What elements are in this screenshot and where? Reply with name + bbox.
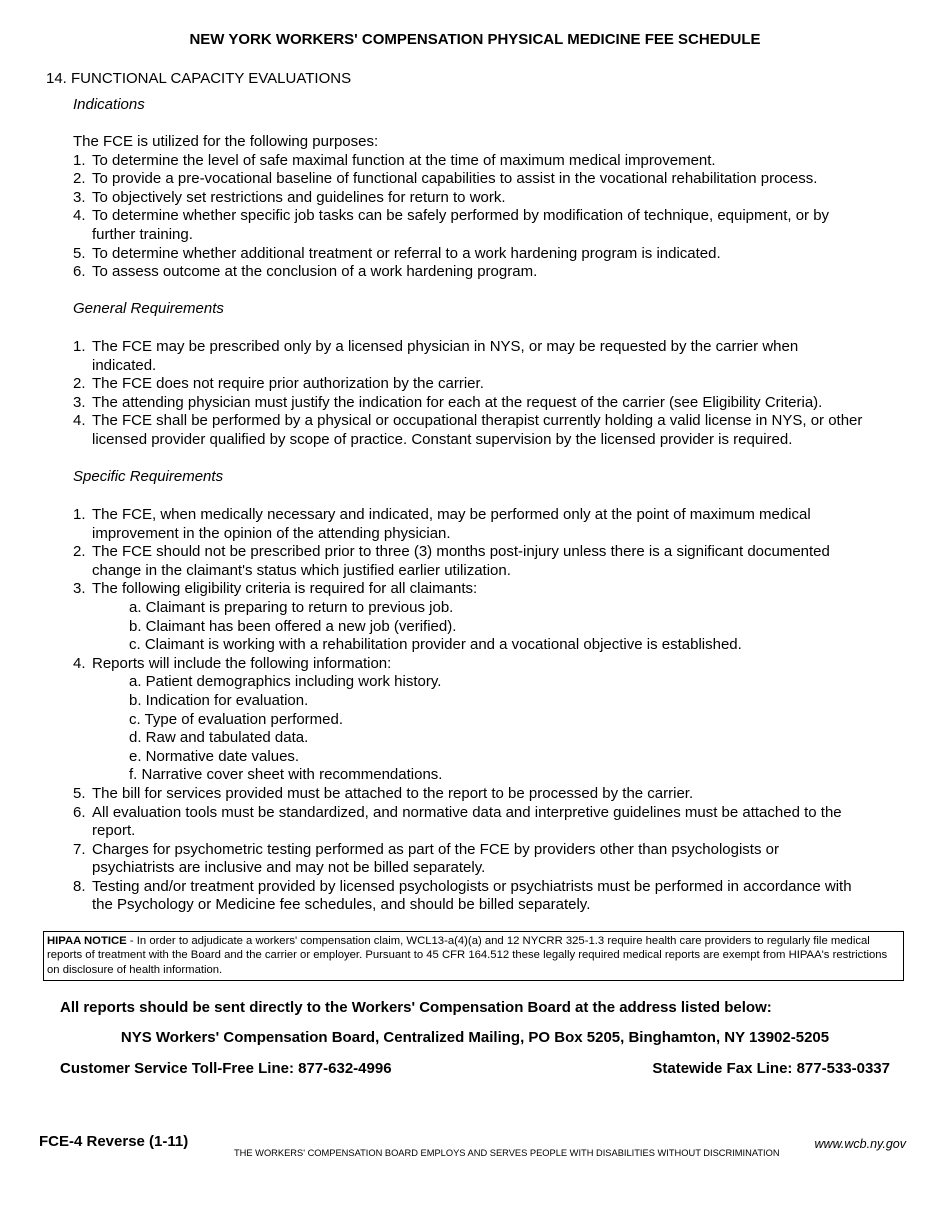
board-address: NYS Workers' Compensation Board, Centralized Mailing, PO Box 5205, Binghamton, NY 13902-5205 [120,1029,830,1046]
specific-requirement-sub-item: e. Normative date values. [129,747,300,765]
nondiscrimination-statement: THE WORKERS' COMPENSATION BOARD EMPLOYS AND SERVES PEOPLE WITH DISABILITIES WITHOUT DISCRIMINATION [234,1148,780,1158]
specific-requirement-item-text: The FCE, when medically necessary and indicated, may be performed only at the point of maximum medical [92,506,811,523]
specific-requirement-item [73,655,923,674]
page-title: NEW YORK WORKERS' COMPENSATION PHYSICAL MEDICINE FEE SCHEDULE [189,31,761,48]
indication-item [73,152,923,171]
section-title: 14. FUNCTIONAL CAPACITY EVALUATIONS [46,70,352,87]
indication-item-text: further training. [92,225,193,243]
specific-requirement-item [73,580,923,599]
specific-requirement-item-number: 2. [73,543,86,561]
specific-requirement-item-number: 3. [73,580,86,598]
specific-requirement-item-text: psychiatrists are inclusive and may not be billed separately. [92,859,486,877]
indications-intro: The FCE is utilized for the following purposes: [73,133,379,150]
indication-item-text: To objectively set restrictions and guidelines for return to work. [92,188,506,206]
specific-requirement-item-text: improvement in the opinion of the attending physician. [92,524,451,542]
specific-requirement-sub-item: a. Patient demographics including work history. [129,673,442,691]
specific-requirement-item [73,543,923,580]
indication-item [73,207,923,244]
specific-requirement-item-number: 4. [73,654,86,672]
indication-item-number: 2. [73,170,86,188]
specific-requirement-item-text: The following eligibility criteria is required for all claimants: [92,580,478,598]
indications-list [73,152,923,282]
general-requirements-list [73,338,923,450]
general-requirement-item [73,412,923,449]
indications-block [73,133,923,282]
general-requirement-item [73,394,923,413]
general-requirement-item-number: 4. [73,412,86,430]
specific-requirements-list [73,506,923,913]
general-requirement-item-number: 1. [73,338,86,355]
hipaa-notice [43,931,904,981]
general-heading: General Requirements [73,300,224,317]
specific-requirement-item-number: 6. [73,803,86,821]
indication-item-text: To determine whether additional treatment or referral to a work hardening program is indicated. [92,244,721,262]
specific-requirement-item-text: All evaluation tools must be standardized, and normative data and interpretive guidelines must be attached to the [92,803,842,821]
specific-requirement-item-text: Charges for psychometric testing performed as part of the FCE by providers other than psychologists or [92,840,779,858]
general-requirement-item-text: The FCE does not require prior authorization by the carrier. [92,375,484,393]
indication-item [73,170,923,189]
indications-heading: Indications [73,96,145,113]
general-requirement-item-text: The FCE shall be performed by a physical or occupational therapist currently holding a valid license in NYS, or other [92,412,863,430]
indication-item-number: 3. [73,188,86,206]
specific-requirement-sub-item: b. Claimant has been offered a new job (verified). [129,617,457,635]
fax-line: Statewide Fax Line: 877-533-0337 [652,1060,890,1077]
indication-item-text: To provide a pre-vocational baseline of functional capabilities to assist in the vocational rehabilitation process. [92,170,818,188]
specific-requirement-sub-item: b. Indication for evaluation. [129,691,309,709]
specific-requirement-item-text: the Psychology or Medicine fee schedules, and should be billed separately. [92,896,591,913]
indication-item-number: 1. [73,151,86,169]
specific-requirement-item-text: report. [92,822,136,840]
general-requirement-item-text: indicated. [92,356,157,374]
general-requirement-item-text: The FCE may be prescribed only by a licensed physician in NYS, or may be requested by the carrier when [92,338,799,355]
hipaa-label: HIPAA NOTICE [47,935,127,947]
specific-requirement-item-number: 5. [73,784,86,802]
indication-item [73,263,923,282]
indication-item-number: 5. [73,244,86,262]
specific-requirement-item-text: Testing and/or treatment provided by licensed psychologists or psychiatrists must be performed in accordance with [92,877,852,895]
general-requirement-item [73,375,923,394]
specific-requirement-sub-item: a. Claimant is preparing to return to previous job. [129,598,454,616]
specific-requirement-item [73,841,923,878]
indication-item [73,245,923,264]
indication-item-text: To assess outcome at the conclusion of a work hardening program. [92,263,538,281]
specific-heading: Specific Requirements [73,468,224,485]
indication-item-number: 4. [73,207,86,225]
website-link[interactable]: www.wcb.ny.gov [814,1137,906,1151]
specific-requirement-item-text: The FCE should not be prescribed prior to three (3) months post-injury unless there is a significant documented [92,543,830,561]
hipaa-text: - In order to adjudicate a workers' compensation claim, WCL13-a(4)(a) and 12 NYCRR 325-1.3 require health care providers to regularly file medical reports of treatment with the Board and the carrier or employer. Pursuant to 45 CFR 164.512 these legally required medical reports are exempt from HIPAA's restrictions on disclosure of health information. [47,935,888,976]
indication-item-text: To determine whether specific job tasks can be safely performed by modification of technique, equipment, or by [92,207,830,225]
indication-item-number: 6. [73,263,86,281]
form-id: FCE-4 Reverse (1-11) [39,1133,189,1150]
general-requirement-item-number: 3. [73,393,86,411]
specific-requirement-item-text: Reports will include the following information: [92,654,392,672]
specific-requirement-item [73,785,923,804]
specific-requirement-item [73,804,923,841]
specific-requirement-item-number: 1. [73,506,86,523]
general-requirement-item-text: The attending physician must justify the indication for each at the request of the carrier (see Eligibility Criteria). [92,393,823,411]
specific-requirement-sub-item: c. Type of evaluation performed. [129,710,344,728]
indication-item [73,189,923,208]
general-requirement-item-text: licensed provider qualified by scope of practice. Constant supervision by the licensed provider is required. [92,430,793,448]
specific-requirement-item [73,878,923,913]
general-requirement-item-number: 2. [73,375,86,393]
specific-requirement-item-number: 7. [73,840,86,858]
specific-requirement-item-number: 8. [73,877,86,895]
specific-requirement-item-text: The bill for services provided must be attached to the report to be processed by the carrier. [92,784,694,802]
specific-requirement-item [73,506,923,543]
general-requirement-item [73,338,923,375]
specific-requirement-sub-item: c. Claimant is working with a rehabilitation provider and a vocational objective is established. [129,636,742,654]
specific-requirement-item-text: change in the claimant's status which justified earlier utilization. [92,561,511,579]
send-reports-note: All reports should be sent directly to the Workers' Compensation Board at the address listed below: [60,999,772,1016]
customer-service-line: Customer Service Toll-Free Line: 877-632-4996 [60,1060,392,1077]
specific-requirement-sub-item: f. Narrative cover sheet with recommendations. [129,766,443,784]
indication-item-text: To determine the level of safe maximal function at the time of maximum medical improvement. [92,151,716,169]
specific-requirement-sub-item: d. Raw and tabulated data. [129,729,309,747]
